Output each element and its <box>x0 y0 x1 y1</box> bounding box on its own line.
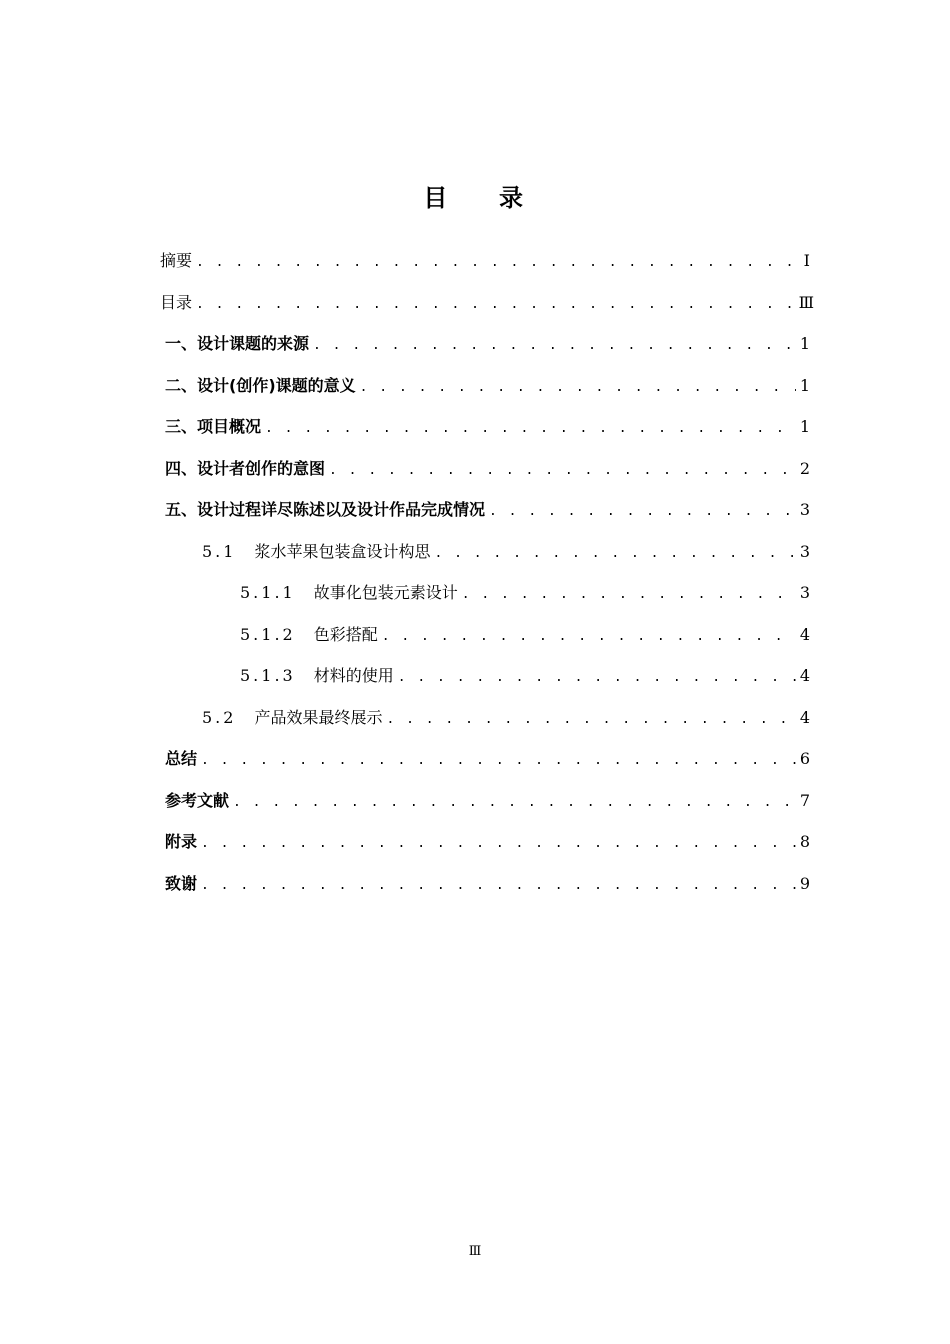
toc-entry-page: 9 <box>799 874 810 893</box>
toc-entry-page: 6 <box>799 749 810 768</box>
toc-leader-dots <box>434 546 795 561</box>
toc-leader-dots <box>201 753 796 768</box>
toc-entry-5-2[interactable] <box>202 705 810 729</box>
toc-entry-label: 目录 <box>160 293 193 312</box>
toc-entry-5-1-1[interactable] <box>240 580 810 604</box>
toc-entry-number: 5.1 <box>202 542 237 561</box>
toc-entry-page: 1 <box>799 334 810 353</box>
toc-entry-label <box>240 663 394 686</box>
toc-entry-text: 色彩搭配 <box>313 625 378 644</box>
page-number-footer: Ⅲ <box>468 1244 482 1259</box>
toc-entry-label: 致谢 <box>165 874 198 893</box>
toc-entry-number: 5.1.2 <box>240 625 296 644</box>
toc-entry-text: 故事化包装元素设计 <box>313 583 458 602</box>
toc-entry-number: 5.1.3 <box>240 666 296 685</box>
toc-leader-dots <box>386 712 795 727</box>
toc-entry-label: 参考文献 <box>165 791 230 810</box>
toc-leader-dots <box>489 504 796 519</box>
toc-entry-number: 5.1.1 <box>240 583 296 602</box>
toc-entry-intent[interactable] <box>165 456 810 480</box>
toc-entry-label: 三、项目概况 <box>165 417 262 436</box>
toc-entry-number: 5.2 <box>202 708 237 727</box>
toc-entry-appendix[interactable] <box>165 829 810 853</box>
toc-entry-label: 摘要 <box>160 251 193 270</box>
toc-leader-dots <box>382 629 796 644</box>
toc-entry-page: 3 <box>799 542 810 561</box>
title-char-right: 录 <box>499 184 527 212</box>
toc-entry-page: 1 <box>799 417 810 436</box>
toc-entry-label: 总结 <box>165 749 198 768</box>
toc-entry-source[interactable] <box>165 331 810 355</box>
toc-leader-dots <box>313 338 796 353</box>
toc-leader-dots <box>360 380 796 395</box>
toc-entry-summary[interactable] <box>165 746 810 770</box>
toc-entry-page: 1 <box>799 376 810 395</box>
toc-entry-page: 4 <box>799 625 810 644</box>
toc-entry-label <box>240 622 378 645</box>
toc-entry-label <box>202 705 382 728</box>
toc-entry-label <box>240 580 458 603</box>
toc-entry-text: 产品效果最终展示 <box>254 708 383 727</box>
toc-entry-significance[interactable] <box>165 373 810 397</box>
toc-entry-contents[interactable] <box>160 290 814 314</box>
toc-entry-page: Ⅲ <box>798 293 814 312</box>
toc-entry-process[interactable] <box>165 497 810 521</box>
toc-entry-references[interactable] <box>165 788 810 812</box>
toc-entry-label <box>202 539 430 562</box>
toc-entry-text: 浆水苹果包装盒设计构思 <box>254 542 431 561</box>
toc-leader-dots <box>201 878 796 893</box>
toc-entry-page: 4 <box>799 666 810 685</box>
toc-entry-page: 3 <box>799 500 810 519</box>
toc-entry-page: 3 <box>799 583 810 602</box>
toc-entry-label: 附录 <box>165 832 198 851</box>
toc-entry-label: 一、设计课题的来源 <box>165 334 310 353</box>
toc-leader-dots <box>201 836 796 851</box>
toc-entry-page: 2 <box>799 459 810 478</box>
toc-entry-5-1[interactable] <box>202 539 810 563</box>
toc-entry-5-1-3[interactable] <box>240 663 810 687</box>
toc-entry-label: 五、设计过程详尽陈述以及设计作品完成情况 <box>165 500 486 519</box>
toc-entry-page: Ⅰ <box>803 251 810 270</box>
toc-entry-text: 材料的使用 <box>313 666 394 685</box>
toc-leader-dots <box>462 587 796 602</box>
toc-entry-overview[interactable] <box>165 414 810 438</box>
toc-leader-dots <box>398 670 796 685</box>
toc-entry-label: 四、设计者创作的意图 <box>165 459 326 478</box>
toc-leader-dots <box>233 795 796 810</box>
toc-entry-acknowledgements[interactable] <box>165 871 810 895</box>
toc-entry-page: 8 <box>799 832 810 851</box>
title-char-left: 目 <box>423 184 451 212</box>
toc-leader-dots <box>329 463 796 478</box>
toc-entry-page: 7 <box>799 791 810 810</box>
toc-entry-page: 4 <box>799 708 810 727</box>
toc-leader-dots <box>265 421 796 436</box>
toc-entry-label: 二、设计(创作)课题的意义 <box>165 376 356 395</box>
toc-entry-5-1-2[interactable] <box>240 622 810 646</box>
toc-leader-dots <box>196 255 800 270</box>
toc-leader-dots <box>196 297 795 312</box>
page-title <box>0 178 950 213</box>
toc-entry-abstract[interactable] <box>160 248 810 272</box>
